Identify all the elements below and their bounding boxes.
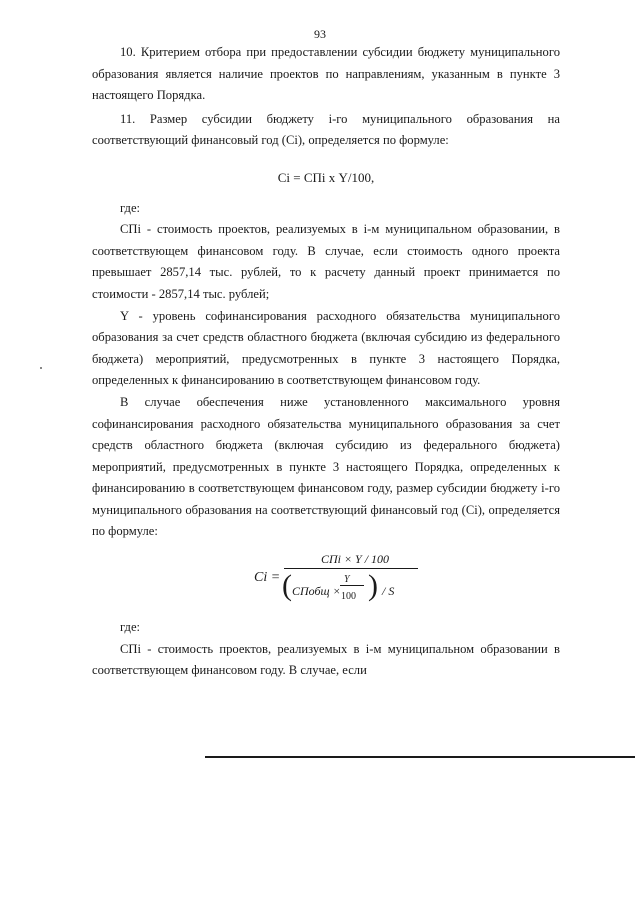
paren-left: ( bbox=[282, 569, 292, 603]
definition-y: Y - уровень софинансирования расходного обязательства муниципального образования за счет средств областного бюджета (включая субсидию из федерального бюджета) мероприятий, предусмотренных в пункте 3 настоящего Порядка, определенных к финансированию в соответствующем финансовом году. bbox=[92, 308, 560, 388]
paren-right: ) bbox=[368, 569, 378, 603]
scan-speck bbox=[40, 367, 42, 369]
formula-reduced bbox=[92, 549, 560, 605]
formula-denominator bbox=[282, 569, 422, 605]
formula-basic: Ci = СПi х Y/100, bbox=[277, 169, 375, 185]
denominator-tail: / S bbox=[382, 584, 395, 599]
paragraph-11: 11. Размер субсидии бюджету i-го муниципального образования на соответствующий финансовый год (Ci), определяется по формуле: bbox=[92, 111, 560, 148]
definition-spi-2: СПi - стоимость проектов, реализуемых в i-м муниципальном образовании в соответствующем финансовом году. В случае, если bbox=[92, 641, 560, 678]
formula-numerator: СПi × Y / 100 bbox=[320, 552, 390, 567]
formula-lhs: Ci = bbox=[254, 570, 281, 586]
paragraph-case: В случае обеспечения ниже установленного максимального уровня софинансирования расходного обязательства муниципального образования за счет средств областного бюджета (включая субсидию из федерального бюджета) мероприятий, предусмотренных в пункте 3 настоящего Порядка, определенных к финансированию в соответствующем финансовом году, размер субсидии бюджету i-го муниципального образования на соответствующий финансовый год (Ci), определяется по формуле: bbox=[92, 394, 560, 539]
denominator-frac-num: Y bbox=[344, 574, 350, 586]
where-label-1: где: bbox=[120, 200, 141, 215]
denominator-frac-den: 100 bbox=[341, 591, 356, 603]
definition-spi: СПi - стоимость проектов, реализуемых в i-м муниципальном образовании, в соответствующем финансовом году. В случае, если стоимость одного проекта превышает 2857,14 тыс. рублей, то к расчету данный проект принимается по стоимости - 2857,14 тыс. рублей; bbox=[92, 222, 560, 301]
where-label-2: где: bbox=[120, 620, 141, 635]
document-body bbox=[92, 42, 560, 682]
paragraph-10: 10. Критерием отбора при предоставлении субсидии бюджету муниципального образования является наличие проектов по направлениям, указанным в пункте 3 настоящего Порядка. bbox=[92, 45, 560, 103]
footer-rule bbox=[205, 756, 635, 758]
page-number: 93 bbox=[314, 27, 326, 41]
denominator-main: СПобщ × bbox=[292, 584, 341, 599]
